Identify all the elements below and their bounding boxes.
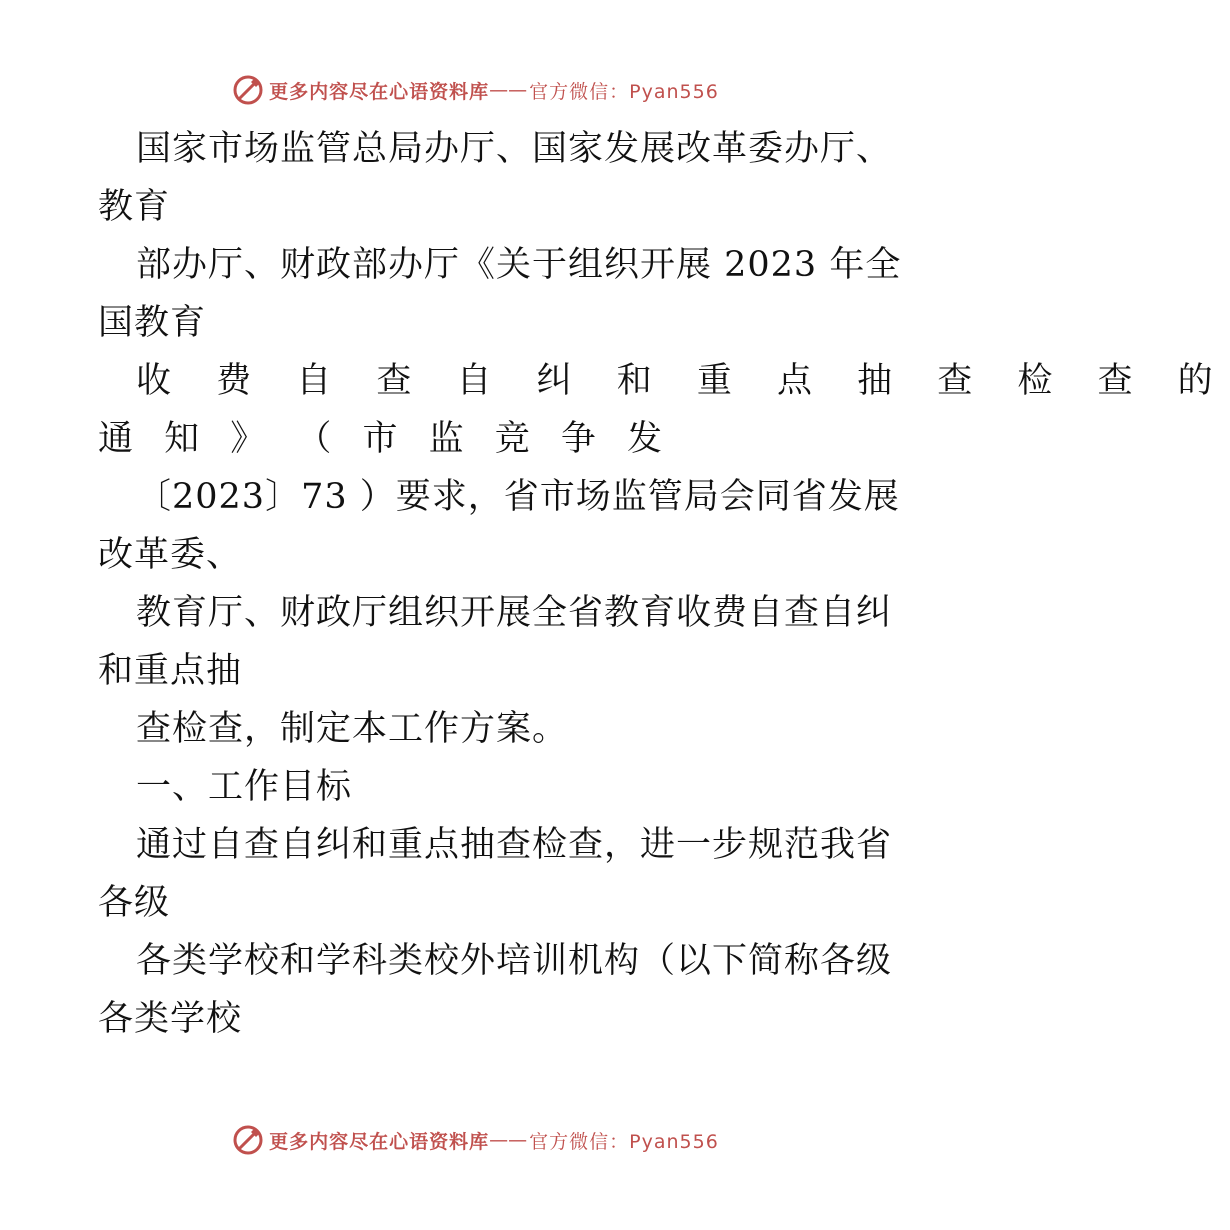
- text-line: 〔2023〕73 ）要求，省市场监管局会同省发展: [136, 477, 900, 517]
- pen-logo-icon: [231, 73, 265, 107]
- text-line: 查检查，制定本工作方案。: [136, 709, 569, 749]
- watermark-brand-text: 更多内容尽在心语资料库: [269, 1130, 490, 1153]
- watermark-dash: ——: [489, 1129, 528, 1151]
- text-line: 通 知 》 （ 市 监 竞 争 发: [98, 419, 673, 459]
- footer-watermark: [0, 1120, 950, 1160]
- text-line: 收 费 自 查 自 纠 和 重 点 抽 查 检 查 的: [136, 361, 1230, 401]
- watermark-wechat-text: 官方微信：Pyan556: [529, 80, 719, 103]
- text-line: 国教育: [98, 303, 207, 343]
- text-line: 和重点抽: [98, 651, 243, 691]
- text-line: 国家市场监管总局办厅、国家发展改革委办厅、: [136, 129, 893, 169]
- watermark-dash: ——: [489, 79, 528, 101]
- watermark-wechat-text: 官方微信：Pyan556: [529, 1130, 719, 1153]
- text-line: 各级: [98, 883, 171, 923]
- text-line: 改革委、: [98, 535, 243, 575]
- text-line: 通过自查自纠和重点抽查检查，进一步规范我省: [136, 825, 893, 865]
- pen-logo-icon: [231, 1123, 265, 1157]
- text-line: 各类学校: [98, 999, 243, 1039]
- text-line: 教育厅、财政厅组织开展全省教育收费自查自纠: [136, 593, 893, 633]
- text-line: 教育: [98, 187, 171, 227]
- text-line: 各类学校和学科类校外培训机构（以下简称各级: [136, 941, 893, 981]
- header-watermark: [0, 70, 950, 110]
- watermark-brand-text: 更多内容尽在心语资料库: [269, 80, 490, 103]
- text-line: 部办厅、财政部办厅《关于组织开展 2023 年全: [136, 245, 902, 285]
- section-heading: 一、工作目标: [136, 767, 353, 807]
